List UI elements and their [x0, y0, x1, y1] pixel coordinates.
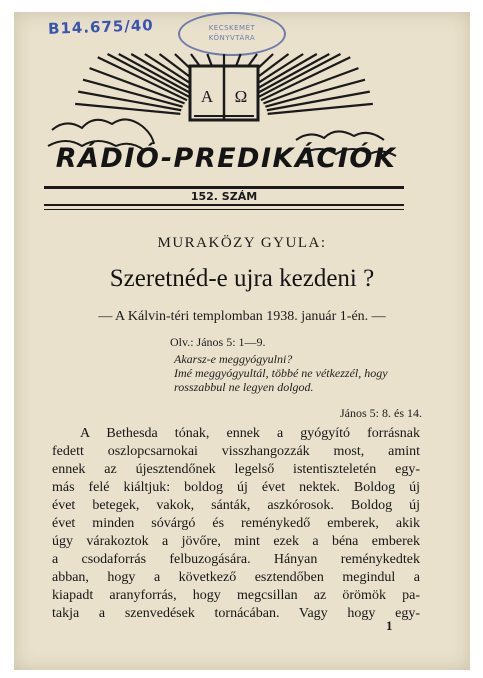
body-line: a csodaforrás felbuzogására. Hányan reménykedtek [52, 552, 420, 567]
sun-ray [78, 92, 181, 111]
body-line: takja a szenvedések tornácában. Vagy hogy egy- [52, 606, 420, 621]
body-line: ennek az újesztendőnek legelső istentiszteletén egy- [52, 462, 420, 477]
quote-line: Imé meggyógyultál, többé ne vétkezzél, hogy [174, 366, 388, 380]
body-line: A Bethesda tónak, ennek a gyógyító forrásnak [80, 426, 420, 441]
body-line: más felé kiáltjuk: boldog új évet nektek. Boldog új [52, 480, 420, 495]
header-rule-bottom [44, 209, 404, 210]
page-number: 1 [386, 618, 393, 633]
body-line: fedett oszlopcsarnokai visszhangozzák most, amint [52, 444, 420, 459]
sermon-location-date: — A Kálvin-téri templomban 1938. január 1-én. — [98, 309, 386, 324]
body-line: kiapadt aranyforrás, hogy megcsillan az örömök pa- [52, 588, 420, 603]
sun-ray [75, 104, 180, 114]
sermon-author: MURAKÖZY GYULA: [157, 235, 327, 251]
sun-ray [267, 92, 370, 111]
body-line: évet betegek, vakok, sánták, aszkórosok. Boldog új [52, 498, 420, 513]
masthead-title: RÁDIÓ-PREDIKÁCIÓK [55, 143, 397, 174]
header-rule-middle [44, 204, 404, 206]
book-letter-alpha: A [200, 87, 214, 106]
book-letter-omega: Ω [234, 87, 248, 106]
scripture-quote [174, 352, 414, 394]
quote-line: rosszabbul ne legyen dolgod. [174, 380, 314, 394]
library-call-number: B14.675/40 [47, 16, 154, 38]
scripture-reading: Olv.: János 5: 1—9. [170, 335, 266, 349]
sermon-title: Szeretnéd-e ujra kezdeni ? [109, 265, 375, 292]
body-line: abban, hogy a következő esztendőben megindul a [52, 570, 420, 585]
document-page [14, 12, 470, 670]
sun-ray [268, 104, 373, 114]
stamp-line-2: KÖNYVTÁRA [208, 34, 256, 42]
body-line: úgy várakoztok a jövőre, mint ezek a béna emberek [52, 534, 420, 549]
body-line: évet minden sóvárgó és reménykedő emberek, akik [52, 516, 420, 531]
header-rule-top [44, 186, 404, 189]
stamp-line-1: KECSKEMÉT [208, 24, 256, 32]
library-stamp [178, 12, 286, 56]
issue-number: 152. SZÁM [164, 190, 284, 203]
sermon-body [52, 425, 420, 623]
scripture-citation: János 5: 8. és 14. [340, 406, 422, 420]
quote-line: Akarsz-e meggyógyulni? [174, 352, 293, 366]
